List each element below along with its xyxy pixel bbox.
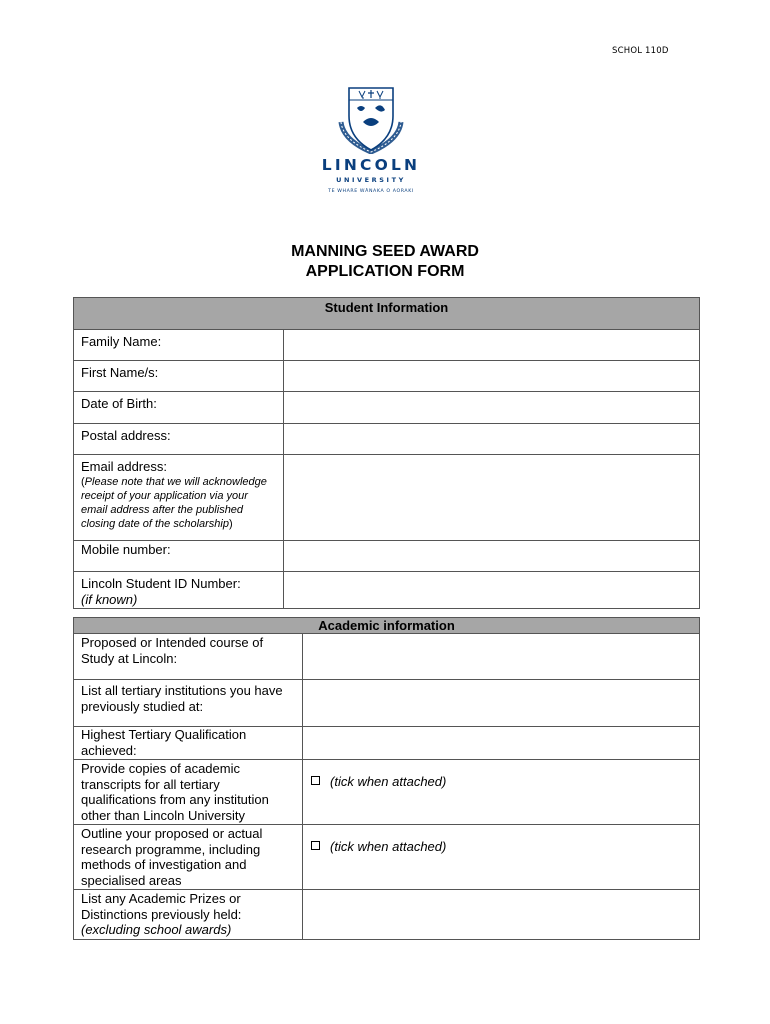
student-id-note: (if known) bbox=[81, 591, 138, 607]
transcripts-tick-cell bbox=[303, 760, 700, 825]
research-tick-cell bbox=[303, 825, 700, 890]
transcripts-tick-note: (tick when attached) bbox=[330, 774, 447, 789]
academic-prizes-field[interactable] bbox=[303, 890, 700, 940]
lincoln-university-logo bbox=[318, 82, 424, 194]
email-note bbox=[81, 475, 276, 531]
email-note-text: Please note that we will acknowledge receipt of your application via your email address after the published closing date of the scholarship bbox=[81, 475, 267, 530]
first-names-label: First Name/s: bbox=[74, 361, 284, 392]
postal-address-field[interactable] bbox=[284, 424, 700, 455]
first-names-field[interactable] bbox=[284, 361, 700, 392]
email-note-close-paren: ) bbox=[228, 517, 233, 530]
research-programme-label: Outline your proposed or actual research programme, including methods of investigation and specialised areas bbox=[74, 825, 303, 890]
mobile-number-field[interactable] bbox=[284, 541, 700, 572]
date-of-birth-field[interactable] bbox=[284, 392, 700, 424]
email-address-field[interactable] bbox=[284, 455, 700, 541]
course-of-study-label: Proposed or Intended course of Study at Lincoln: bbox=[74, 634, 303, 680]
student-id-field[interactable] bbox=[284, 572, 700, 609]
academic-prizes-cell bbox=[74, 890, 303, 940]
family-name-label: Family Name: bbox=[74, 330, 284, 361]
form-title-line2: APPLICATION FORM bbox=[305, 263, 465, 280]
student-information-heading: Student Information bbox=[74, 298, 700, 330]
transcripts-checkbox[interactable] bbox=[311, 776, 320, 785]
email-address-label: Email address: bbox=[81, 459, 167, 474]
date-of-birth-label: Date of Birth: bbox=[74, 392, 284, 424]
research-tick-note: (tick when attached) bbox=[330, 839, 447, 854]
academic-prizes-label: List any Academic Prizes or Distinctions previously held: bbox=[81, 891, 242, 922]
academic-information-heading: Academic information bbox=[74, 618, 700, 634]
form-title bbox=[0, 242, 770, 282]
transcripts-label: Provide copies of academic transcripts for all tertiary qualifications from any institution other than Lincoln University bbox=[74, 760, 303, 825]
mobile-number-label: Mobile number: bbox=[74, 541, 284, 572]
course-of-study-field[interactable] bbox=[303, 634, 700, 680]
student-information-table bbox=[73, 297, 700, 609]
family-name-field[interactable] bbox=[284, 330, 700, 361]
research-checkbox[interactable] bbox=[311, 841, 320, 850]
student-id-label: Lincoln Student ID Number: bbox=[81, 576, 241, 591]
logo-tagline: TE WHARE WĀNAKA O AORAKI bbox=[328, 189, 414, 194]
previous-institutions-label: List all tertiary institutions you have previously studied at: bbox=[74, 680, 303, 727]
highest-qualification-label: Highest Tertiary Qualification achieved: bbox=[74, 727, 303, 760]
email-note-open-paren: ( bbox=[81, 475, 85, 488]
student-id-cell bbox=[74, 572, 284, 609]
logo-wordmark: LINCOLN bbox=[321, 156, 421, 174]
academic-information-table bbox=[73, 617, 700, 940]
previous-institutions-field[interactable] bbox=[303, 680, 700, 727]
postal-address-label: Postal address: bbox=[74, 424, 284, 455]
form-title-line1: MANNING SEED AWARD bbox=[291, 243, 479, 260]
logo-subtitle: UNIVERSITY bbox=[336, 176, 406, 184]
highest-qualification-field[interactable] bbox=[303, 727, 700, 760]
email-address-cell bbox=[74, 455, 284, 541]
academic-prizes-note: (excluding school awards) bbox=[81, 922, 232, 937]
university-crest-icon bbox=[335, 82, 407, 154]
document-reference: SCHOL 110D bbox=[612, 46, 669, 56]
